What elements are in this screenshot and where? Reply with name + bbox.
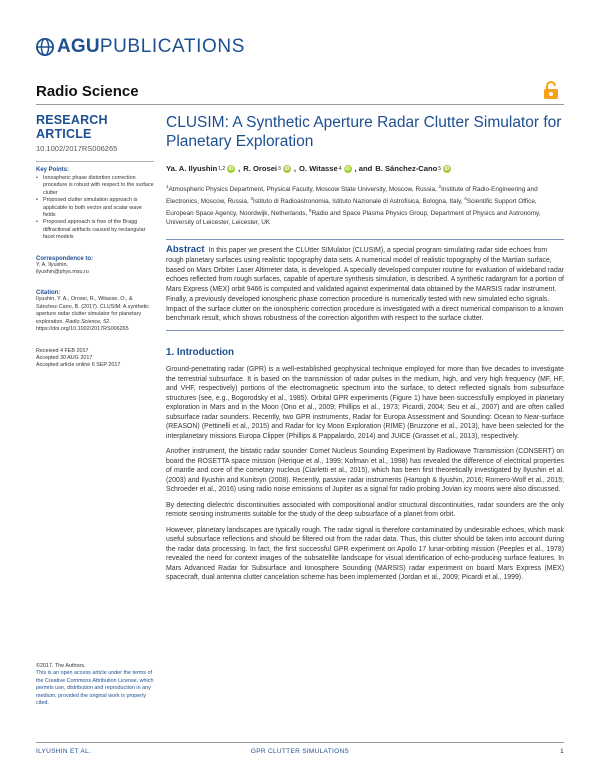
affiliation-mark: 1: [166, 184, 169, 189]
orcid-icon[interactable]: iD: [228, 165, 234, 172]
key-point-item: • Proposed approach is free of the Bragg diffractional artifacts caused by rectangular facet models: [36, 219, 154, 241]
abstract: [166, 239, 564, 331]
affiliation-mark: 2: [438, 184, 442, 189]
key-points-heading: Key Points:: [36, 167, 70, 173]
article-title: CLUSIM: A Synthetic Aperture Radar Clutter Simulator for Planetary Exploration: [166, 114, 562, 150]
article-sidebar: [36, 113, 154, 370]
author-name: R. Orosei: [243, 164, 278, 173]
orcid-icon[interactable]: iD: [444, 165, 450, 172]
key-point-item: • Proposed clutter simulation approach is applicable to both vector and scalar wave fields: [36, 197, 154, 219]
citation-journal: Radio Science, 52.: [65, 318, 111, 325]
author-item[interactable]: [375, 164, 451, 173]
citation-doi[interactable]: https://doi.org/10.1002/2017RS006265: [36, 326, 129, 333]
article-type: RESEARCH ARTICLE: [36, 113, 108, 141]
footer-authors: ILYUSHIN ET AL.: [36, 748, 92, 755]
correspondence-email[interactable]: ilyushin@phys.msu.ru: [36, 269, 89, 276]
abstract-label: Abstract: [166, 244, 205, 256]
affiliation-mark: 3: [250, 196, 254, 202]
orcid-icon[interactable]: iD: [284, 165, 290, 172]
author-affiliation-mark: 5: [438, 165, 442, 172]
body-paragraph: Another instrument, the bistatic radar sounder Comet Nucleus Sounding Experiment by Radiowave Transmission (CONSERT) on board the ROSETTA space mission (Herique et al., 1999; Kofman et al., 1998) has revealed the difference of electrical properties of mantle and core of the cometary nucleus (Ciarletti et al., 2015), which has been first theoretically investigated by Ilyushin et al. (2003) and Ilyushin and Kunitsyn (2008). Recently, passive radar instruments (Hartogh & Ilyushin, 2016; Romero-Wolf et al., 2015; Schroeder et al., 2016) using radio noise emissions of Jupiter as a signal for radio probing Jovian icy moons were also discussed.: [166, 448, 564, 493]
sidebar-divider: [36, 161, 154, 162]
affiliation-text: Radio and Space Plasma Physics Group, Department of Physics and Astronomy, University of Leicester, Leicester, UK: [166, 210, 541, 227]
correspondence-heading: Correspondence to:: [36, 255, 94, 262]
header-divider: [36, 104, 564, 105]
author-affiliation-mark: 4: [338, 165, 342, 172]
author-item[interactable]: [299, 164, 352, 173]
logo-agu-text: AGU: [57, 36, 100, 57]
orcid-icon[interactable]: iD: [345, 165, 350, 172]
key-point-item: • Ionospheric phase distortion correction procedure is robust with respect to the surface clutter: [36, 175, 154, 197]
page-number: 1: [560, 748, 564, 755]
article-doi[interactable]: 10.1002/2017RS006265: [36, 144, 118, 153]
copyright-line: ©2017. The Authors.: [36, 663, 86, 669]
correspondence-name: Y. A. Ilyushin,: [36, 261, 68, 268]
affiliation-text: Atmospheric Physics Department, Physical Faculty, Moscow State University, Moscow, Russia,: [168, 186, 439, 194]
date-received: Received 4 FEB 2017: [36, 347, 89, 354]
logo-publications-text: PUBLICATIONS: [99, 36, 245, 57]
affiliation-text: Scientific Support Office, European Space Agency, Noordwijk, Netherlands,: [166, 198, 537, 218]
abstract-text: In this paper we present the CLUtter SIMulator (CLUSIM), a special program simulating radar side echoes from rough planetary surfaces using realistic topography data sets. A numerical model of realistic topography of the Martian surface, based on Mars Orbiter Laser Altimeter data, is developed. A specially developed computer routine for evaluation of wideband radar echoes reflected from rough surfaces, capable of aperture synthesis simulation, is described. A synthetic radargram for a portion of Mars Express (MEX) orbit 9466 is computed and validated against experimental data obtained by the MARSIS radar instrument. Finally, a previously developed ionospheric phase correction procedure is numerically tested with new simulated echo signals. Impact of the surface clutter on the ionospheric correction procedure is investigated with a direct numerical comparison to a known benchmark result, which shows robustness of the correction algorithm with respect to the surface clutter.: [166, 247, 564, 323]
agu-publications-logo: [36, 36, 245, 58]
author-separator: , and: [354, 164, 373, 173]
author-separator: ,: [293, 164, 296, 173]
section-heading-introduction: 1. Introduction: [166, 347, 235, 358]
author-item[interactable]: [166, 164, 235, 173]
affiliation-mark: 5: [309, 208, 312, 214]
article-main: [166, 113, 564, 583]
body-paragraph: By detecting dielectric discontinuities associated with compositional and/or structural discontinuities, radar sounders are the only remote sensing instruments suitable for the study of the deep subsurface of a planet from orbit.: [166, 501, 564, 518]
footer-running-title: GPR CLUTTER SIMULATIONS: [250, 748, 350, 755]
key-points-list: [36, 175, 154, 242]
author-separator: ,: [238, 164, 241, 173]
date-online: Accepted article online 6 SEP 2017: [36, 362, 121, 369]
article-dates: [36, 348, 154, 370]
body-paragraph: Ground-penetrating radar (GPR) is a well-established geophysical technique employed for more than five decades to investigate the terrestrial subsurface. It is based on the transmission of radar pulses in the medium, high, and very high frequency (MF, HF, and VHF, respectively) portions of the electromagnetic spectrum into the surface, to detect reflected signals from subsurface structures (see, e.g., Bogorodsky et al., 1985). Orbital GPR experiments (Figure 1) have been successfully employed in planetary exploration in Mars and in the Moon (Ono et al., 2009; Phillips et al., 1973; Picardi, 2004; Seu et al., 2007) and are often called subsurface radar sounders. Recently, two GPR instruments, Radar for Europa Assessment and Sounding: Ocean to Near-surface (REASON) (Pettinelli et al., 2015) and Radar for Icy Moon Exploration (RIME) (Bruzzone et al., 2013), have been selected for the interplanetary missions Europa Clipper (Phillips & Pappalardo, 2014) and JUICE (Grasset et al., 2013), respectively.: [166, 366, 564, 440]
footer-divider: [36, 742, 564, 743]
license-text[interactable]: This is an open access article under the terms of the Creative Commons Attribution License, which permits use, distribution and reproduction in any medium, provided the original work is properly cited.: [36, 670, 154, 707]
affiliation-text: Institute of Radio-Engineering and Electronics, Moscow, Russia,: [166, 186, 538, 206]
open-access-lock-icon[interactable]: [543, 81, 559, 99]
author-name: Ya. A. Ilyushin: [166, 164, 218, 173]
author-affiliation-mark: 1,2: [218, 165, 226, 172]
author-list: [166, 164, 564, 173]
affiliation-mark: 4: [464, 196, 467, 202]
affiliation-text: Istituto di Radioastronomia, Istituto Nazionale di Astrofisica, Bologna, Italy,: [253, 198, 465, 206]
author-item[interactable]: [243, 164, 291, 173]
agu-globe-icon: [36, 38, 54, 56]
citation-text: Ilyushin, Y. A., Orosei, R., Witasse, O., & Sánchez-Cano, B. (2017). CLUSIM: A synthetic aperture radar clutter simulator for planetary exploration.: [36, 296, 149, 325]
body-paragraph: However, planetary landscapes are typically rough. The radar signal is therefore contaminated by undesirable echoes, which mask useful subsurface reflections and should be filtered out from the radar data. Thus, this clutter should be taken into account during the radar data processing. In fact, the first successful GPR experiment on Apollo 17 lunar-orbiting mission (Peeples et al., 1978) revealed the need for context images of the subsatellite landscape for visual identification of echo-producing surface features. In Mars Advanced Radar for Subsurface and Ionosphere Sounding (MARSIS) radar experiment on board Mars Express (MEX) spacecraft, dual antenna clutter cancelation scheme has been implemented (Jordan et al., 2009; Picardi et al., 1999).: [166, 526, 564, 581]
date-accepted: Accepted 30 AUG 2017: [36, 354, 93, 361]
license-note: [36, 663, 154, 707]
author-affiliation-mark: 3: [278, 165, 281, 172]
author-name: O. Witasse: [298, 164, 338, 173]
author-name: B. Sánchez-Cano: [375, 164, 438, 173]
citation-heading: Citation:: [36, 290, 61, 297]
journal-name: Radio Science: [36, 83, 139, 100]
affiliations: [166, 182, 564, 227]
citation-block: [36, 296, 154, 333]
